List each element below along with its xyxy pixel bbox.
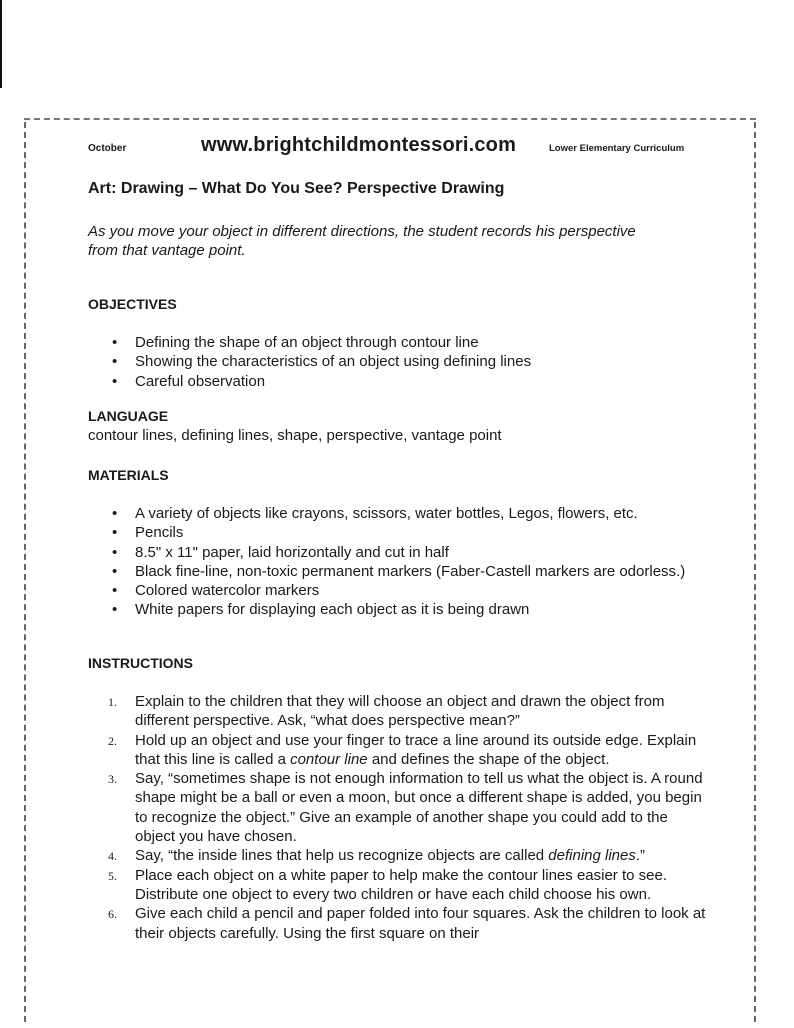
- list-item: • Black fine-line, non-toxic permanent markers (Faber-Castell markers are odorless.): [88, 562, 698, 581]
- instruction-number: 1.: [108, 695, 117, 709]
- dashed-border-top: [24, 118, 756, 120]
- instruction-text: Explain to the children that they will choose an object and drawn the object from different perspective. Ask, “what does perspective mean?”: [135, 693, 665, 730]
- instructions-heading: INSTRUCTIONS: [88, 655, 193, 671]
- instruction-text: Hold up an object and use your finger to trace a line around its outside edge. Explain that this line is called a: [135, 731, 697, 768]
- instruction-text: Give each child a pencil and paper folded into four squares. Ask the children to look at their objects carefully. Using the first square on their: [135, 905, 706, 942]
- language-heading: LANGUAGE: [88, 408, 169, 424]
- instruction-text: Say, “the inside lines that help us recognize objects are called: [135, 847, 549, 865]
- objectives-heading: OBJECTIVES: [88, 296, 177, 312]
- instruction-item: [88, 731, 708, 770]
- list-item: • Careful observation: [88, 372, 531, 391]
- dashed-border-left: [24, 122, 26, 1022]
- language-text: contour lines, defining lines, shape, perspective, vantage point: [88, 427, 502, 444]
- instruction-item: [88, 769, 708, 846]
- instruction-item: [88, 904, 708, 943]
- objectives-list: [88, 333, 531, 391]
- instruction-text: .”: [635, 847, 646, 865]
- title-main: Drawing – What Do You See? Perspective Drawing: [120, 180, 505, 197]
- header-curriculum: Lower Elementary Curriculum: [549, 143, 685, 154]
- instruction-item: [88, 692, 708, 731]
- scan-edge-line: [0, 0, 2, 88]
- instruction-text: and defines the shape of the object.: [367, 750, 610, 768]
- page-title: [88, 180, 504, 198]
- title-prefix: Art:: [88, 180, 121, 197]
- list-item: • Pencils: [88, 523, 698, 542]
- instruction-number: 2.: [108, 733, 117, 748]
- dashed-border-right: [754, 122, 756, 1022]
- instruction-number: 3.: [108, 772, 117, 787]
- instruction-number: 6.: [108, 907, 117, 922]
- intro-text: As you move your object in different directions, the student records his perspective from that vantage point.: [88, 223, 636, 259]
- instruction-item: [88, 846, 708, 865]
- instructions-list: [88, 692, 708, 943]
- instruction-emphasis: contour line: [290, 750, 368, 768]
- materials-list: [88, 504, 698, 620]
- list-item: • White papers for displaying each object as it is being drawn: [88, 600, 698, 619]
- instruction-number: 5.: [108, 868, 117, 883]
- instruction-text: Place each object on a white paper to help make the contour lines easier to see. Distribute one object to every two children or have each child choose his own.: [135, 866, 667, 903]
- list-item: • 8.5" x 11" paper, laid horizontally and cut in half: [88, 543, 698, 562]
- list-item: • Defining the shape of an object through contour line: [88, 333, 531, 352]
- list-item: • A variety of objects like crayons, scissors, water bottles, Legos, flowers, etc.: [88, 504, 698, 523]
- header-month: October: [88, 143, 127, 154]
- materials-heading: MATERIALS: [88, 467, 169, 483]
- instruction-emphasis: defining lines: [548, 847, 636, 865]
- instruction-item: [88, 866, 708, 905]
- instruction-number: 4.: [108, 849, 117, 864]
- instruction-text: Say, “sometimes shape is not enough information to tell us what the object is. A round shape might be a ball or even a moon, but once a different shape is added, you begin to recognize the object.” Give an example of another shape you could add to the object you have chosen.: [135, 770, 703, 846]
- header-website: www.brightchildmontessori.com: [201, 134, 517, 156]
- list-item: • Showing the characteristics of an object using defining lines: [88, 352, 531, 371]
- list-item: • Colored watercolor markers: [88, 581, 698, 600]
